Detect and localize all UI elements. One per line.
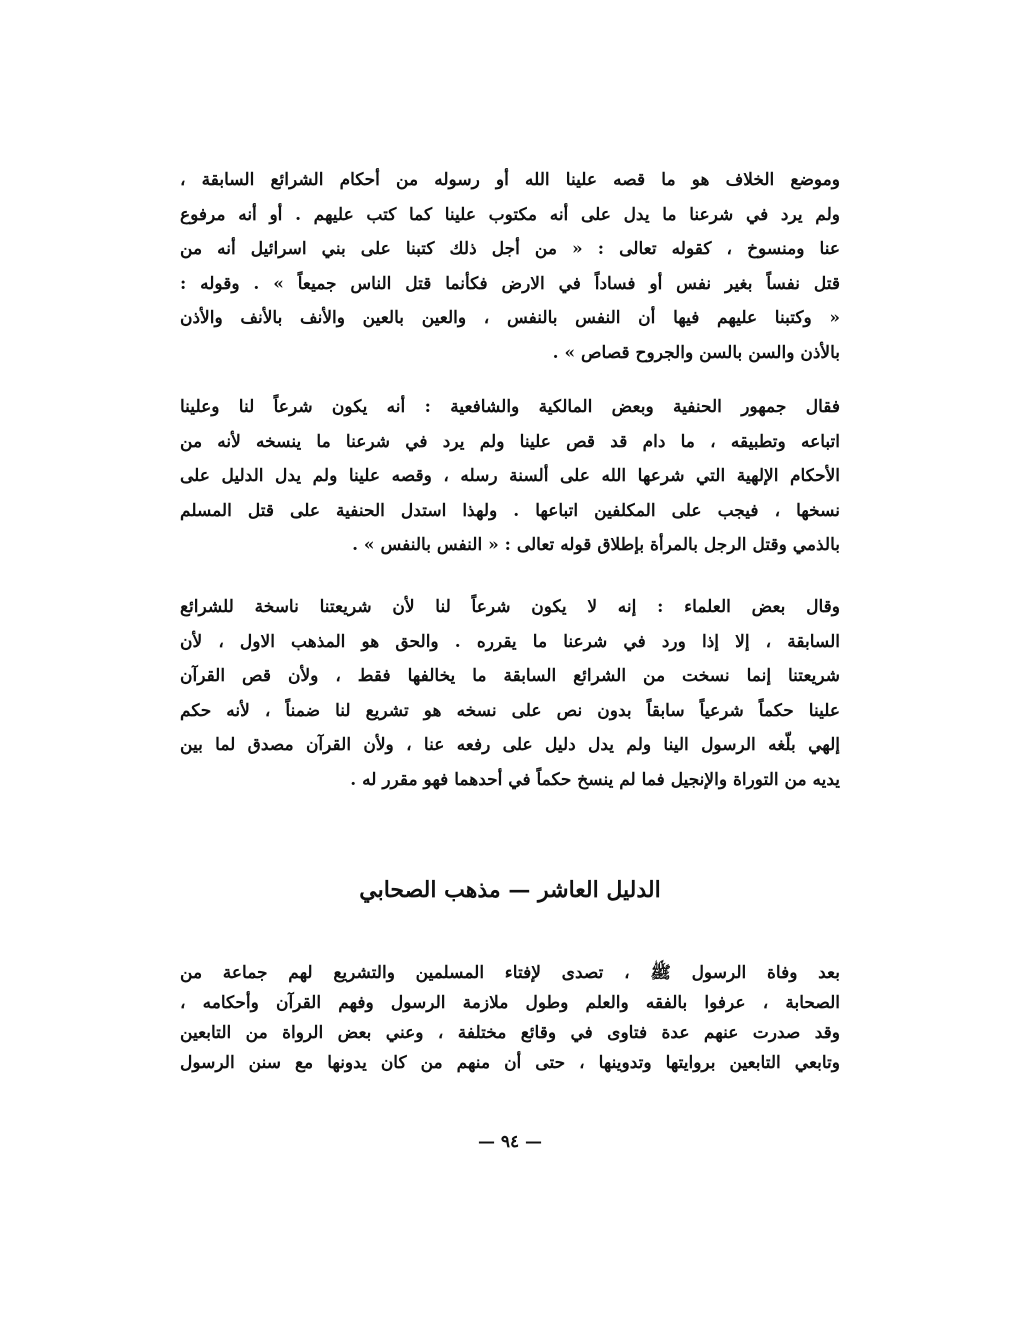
text-line: وقال بعض العلماء : إنه لا يكون شرعاً لنا لأن شريعتنا ناسخة للشرائع bbox=[180, 597, 840, 617]
text-line: إلهي بلّغه الرسول الينا ولم يدل دليل على رفعه عنا ، ولأن القرآن مصدق لما بين bbox=[180, 735, 840, 755]
text-line: شريعتنا إنما نسخت من الشرائع السابقة ما يخالفها فقط ، ولأن قص القرآن bbox=[180, 666, 840, 686]
text-line: فقال جمهور الحنفية وبعض المالكية والشافعية : أنه يكون شرعاً لنا وعلينا bbox=[180, 397, 840, 417]
text-line: ولم يرد في شرعنا ما يدل على أنه مكتوب علينا كما كتب عليهم . أو أنه مرفوع bbox=[180, 204, 840, 225]
text-line: علينا حكماً شرعياً سابقاً بدون نص على نسخه هو تشريع لنا ضمناً ، لأنه حكم bbox=[180, 700, 840, 721]
paragraph-4 bbox=[180, 958, 840, 1078]
text-line: اتباعه وتطبيقه ، ما دام قد قص علينا ولم يرد في شرعنا ما ينسخه لأنه من bbox=[180, 431, 840, 452]
paragraph-2 bbox=[180, 390, 840, 563]
text-line: بالذمي وقتل الرجل بالمرأة بإطلاق قوله تعالى : « النفس بالنفس » . bbox=[352, 535, 840, 555]
text-line: بعد وفاة الرسول ﷺ ، تصدى لإفتاء المسلمين والتشريع لهم جماعة من bbox=[180, 963, 840, 983]
text-line: يديه من التوراة والإنجيل فما لم ينسخ حكماً في أحدهما فهو مقرر له . bbox=[350, 769, 840, 790]
text-line: وتابعي التابعين بروايتها وتدوينها ، حتى أن منهم من كان يدونها مع سنن الرسول bbox=[180, 1053, 840, 1073]
paragraph-3 bbox=[180, 590, 840, 797]
text-line: نسخها ، فيجب على المكلفين اتباعها . ولهذا استدل الحنفية على قتل المسلم bbox=[180, 500, 840, 521]
page-number: — ٩٤ — bbox=[477, 1132, 543, 1152]
section-heading: الدليل العاشر — مذهب الصحابي bbox=[359, 877, 661, 903]
text-line: الأحكام الإلهية التي شرعها الله على ألسنة رسله ، وقصه علينا ولم يدل الدليل على bbox=[180, 466, 840, 486]
text-line: وموضع الخلاف هو ما قصه علينا الله أو رسوله من أحكام الشرائع السابقة ، bbox=[180, 170, 840, 190]
text-line: الصحابة ، عرفوا بالفقه والعلم وطول ملازمة الرسول وفهم القرآن وأحكامه ، bbox=[180, 993, 840, 1013]
text-line: السابقة ، إلا إذا ورد في شرعنا ما يقرره . والحق هو المذهب الاول ، لأن bbox=[180, 631, 840, 652]
text-line: « وكتبنا عليهم فيها أن النفس بالنفس ، والعين بالعين والأنف بالأنف والأذن bbox=[180, 308, 840, 328]
text-line: بالأذن والسن بالسن والجروح قصاص » . bbox=[552, 342, 840, 363]
text-line: عنا ومنسوخ ، كقوله تعالى : « من أجل ذلك كتبنا على بني اسرائيل أنه من bbox=[180, 239, 840, 259]
text-line: وقد صدرت عنهم عدة فتاوى في وقائع مختلفة ، وعني بعض الرواة من التابعين bbox=[180, 1023, 840, 1043]
paragraph-1 bbox=[180, 163, 840, 370]
text-line: قتل نفساً بغير نفس أو فساداً في الارض فكأنما قتل الناس جميعاً » . وقوله : bbox=[180, 273, 840, 294]
